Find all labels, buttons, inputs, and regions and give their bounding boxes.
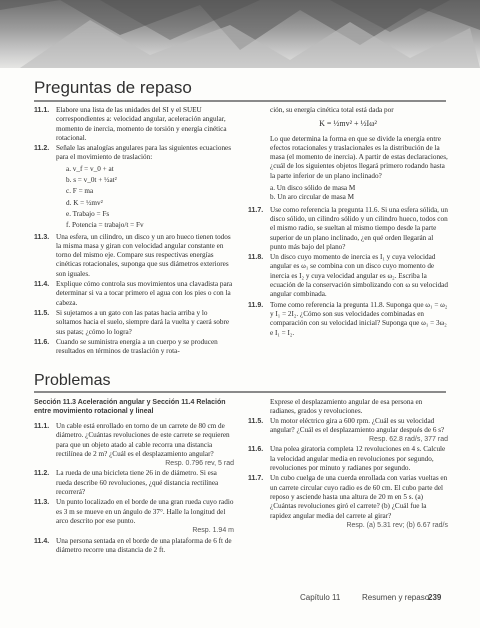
question-text: Si sujetamos a un gato con las patas hacia arriba y lo soltamos hacia el suelo, siempre dará la vuelta y caerá sobre sus patas; ¿cómo lo logra? <box>56 308 230 336</box>
question-item <box>248 301 448 338</box>
problem-number: 11.3. <box>34 499 50 507</box>
question-item <box>248 253 448 299</box>
review-left-column <box>34 106 234 357</box>
question-item <box>34 309 234 337</box>
question-item <box>248 206 448 252</box>
problem-item <box>248 474 448 530</box>
question-item <box>34 233 234 279</box>
problem-item <box>248 445 448 473</box>
question-text: Cuando se suministra energía a un cuerpo y se producen resultados en términos de traslación y rota- <box>56 337 218 356</box>
question-item <box>34 280 234 308</box>
problems-heading: Problemas <box>34 372 111 389</box>
problem-number: 11.5. <box>248 417 264 425</box>
equation: c. F = ma <box>66 187 94 196</box>
problem-text: Un motor eléctrico gira a 600 rpm. ¿Cuál es su velocidad angular? ¿Cuál es el desplazamiento angular después de 6 s? <box>270 416 445 434</box>
question-text: Explique cómo controla sus movimientos una clavadista para determinar si va a tocar primero el agua con los pies o con la cabeza. <box>56 280 233 307</box>
section-heading: Sección 11.3 Aceleración angular y Sección 11.4 Relación entre movimiento rotacional y lineal <box>34 399 226 415</box>
question-number: 11.4. <box>34 281 50 289</box>
option: b. Un aro circular de masa M <box>270 193 355 202</box>
question-text: Un disco cuyo momento de inercia es I₁ y cuya velocidad angular es ω₁ se combina con un disco cuyo momento de inercia es I₂ y cuya velocidad angular es ω₂. Escriba la ecuación de la conservación simbolizando con ω su velocidad angular combinada. <box>270 253 448 299</box>
problem-item <box>34 422 234 468</box>
question-number: 11.3. <box>34 233 50 241</box>
question-number: 11.5. <box>34 309 50 317</box>
problem-number: 11.1. <box>34 423 50 430</box>
question-number: 11.9. <box>248 301 264 309</box>
continued-text: Lo que determina la forma en que se divide la energía entre efectos rotacionales y traslacionales es la distribución de la masa (el momento de inercia). A partir de estas declaraciones, ¿cuál de los siguientes objetos llegará primero rodando hasta la parte inferior de un plano inclinado? <box>270 134 448 180</box>
question-text: Use como referencia la pregunta 11.6. Si una esfera sólida, un disco sólido, un cilindro sólido y un cilindro hueco, todos con el mismo radio, se sueltan al mismo tiempo desde la parte superior de un plano inclinado, ¿en qué orden llegarán al punto más bajo del plano? <box>270 205 448 251</box>
problem-item <box>248 417 448 445</box>
heading-rule <box>34 100 446 102</box>
equation: d. K = ½mv² <box>66 198 103 207</box>
problem-item <box>34 469 234 497</box>
equation: K = ½mv² + ½Iω² <box>319 119 377 129</box>
review-heading: Preguntas de repaso <box>34 78 192 97</box>
question-item <box>34 106 234 143</box>
problem-number: 11.7. <box>248 475 264 483</box>
footer-chapter: Capítulo 11 <box>300 593 341 602</box>
problem-item <box>34 537 234 556</box>
question-number: 11.8. <box>248 254 264 262</box>
continued-text: ción, su energía cinética total está dada por <box>270 106 394 114</box>
question-text: Señale las analogías angulares para las siguientes ecuaciones para el movimiento de traslación: <box>56 144 232 162</box>
page-number: 239 <box>428 593 442 602</box>
problem-text: Un punto localizado en el borde de una gran rueda cuyo radio es 3 m se mueve en un ángulo de 37°. Halle la longitud del arco descrito por ese punto. <box>56 498 234 525</box>
problems-left-column <box>34 398 234 556</box>
question-item <box>34 338 234 357</box>
answer: Resp. 0.796 rev, 5 rad <box>165 460 234 468</box>
problem-number: 11.2. <box>34 470 50 478</box>
problem-item <box>34 498 234 535</box>
question-number: 11.7. <box>248 206 264 214</box>
option: a. Un disco sólido de masa M <box>270 184 356 193</box>
question-text: Elabore una lista de las unidades del SI y el SUEU correspondientes a: velocidad angular, aceleración angular, momento de inercia, momento de torsión y energía cinética rotacional. <box>56 106 227 142</box>
equation: b. s = v_0t + ½at² <box>66 176 117 185</box>
problems-right-column <box>248 398 448 531</box>
heading-rule <box>34 391 446 393</box>
problem-number: 11.4. <box>34 537 50 545</box>
question-text: Tome como referencia la pregunta 11.8. Suponga que ω₁ = ω₂ y I₁ = 2I₂. ¿Cómo son sus velocidades combinadas en comparación con su velocidad inicial? Suponga que ω₁ = 3ω₂ e I₁ = I₂. <box>270 300 448 337</box>
problem-text: Una persona sentada en el borde de una plataforma de 6 ft de diámetro recorre una distancia de 2 ft. <box>56 536 232 554</box>
answer: Resp. 62.8 rad/s, 377 rad <box>369 436 448 444</box>
equation: f. Potencia = trabajo/t = Fv <box>66 221 144 230</box>
continued-text: Exprese el desplazamiento angular de esa persona en radianes, grados y revoluciones. <box>270 398 423 416</box>
problem-text: Una polea giratoria completa 12 revoluciones en 4 s. Calcule la velocidad angular media en revoluciones por segundo, revoluciones por minuto y radianes por segundo. <box>270 445 446 473</box>
review-right-column <box>248 106 448 339</box>
footer-section: Resumen y repaso <box>362 593 430 602</box>
question-number: 11.2. <box>34 145 50 153</box>
header-image <box>0 0 480 68</box>
question-item <box>34 144 234 163</box>
problem-text: La rueda de una bicicleta tiene 26 in de diámetro. Si esa rueda describe 60 revoluciones, ¿qué distancia rectilínea recorrerá? <box>56 469 219 497</box>
question-text: Una esfera, un cilindro, un disco y un aro hueco tienen todos la misma masa y giran con velocidad angular constante en torno del mismo eje. Compare sus respectivas energías cinéticas rotacionales, suponga que sus diámetros exteriores son iguales. <box>56 232 231 278</box>
problem-number: 11.6. <box>248 446 264 454</box>
question-number: 11.1. <box>34 107 50 114</box>
problem-text: Un cubo cuelga de una cuerda enrollada con varias vueltas en un carrete circular cuyo radio es de 60 cm. El cubo parte del reposo y asciende hasta una altura de 20 m en 5 s. (a) ¿Cuántas revoluciones giró el carrete? (b) ¿Cuál fue la rapidez angular media del carrete al girar? <box>270 474 448 520</box>
question-number: 11.6. <box>34 338 50 346</box>
problem-text: Un cable está enrollado en torno de un carrete de 80 cm de diámetro. ¿Cuántas revoluciones de este carrete se requieren para que un objeto atado al cable recorra una distancia rectilínea de 2 m? ¿Cuál es el desplazamiento angular? <box>56 422 230 458</box>
equation: a. v_f = v_0 + at <box>66 164 114 173</box>
equation: e. Trabajo = Fs <box>66 209 110 218</box>
answer: Resp. (a) 5.31 rev; (b) 6.67 rad/s <box>346 521 448 529</box>
answer: Resp. 1.94 m <box>192 527 234 535</box>
